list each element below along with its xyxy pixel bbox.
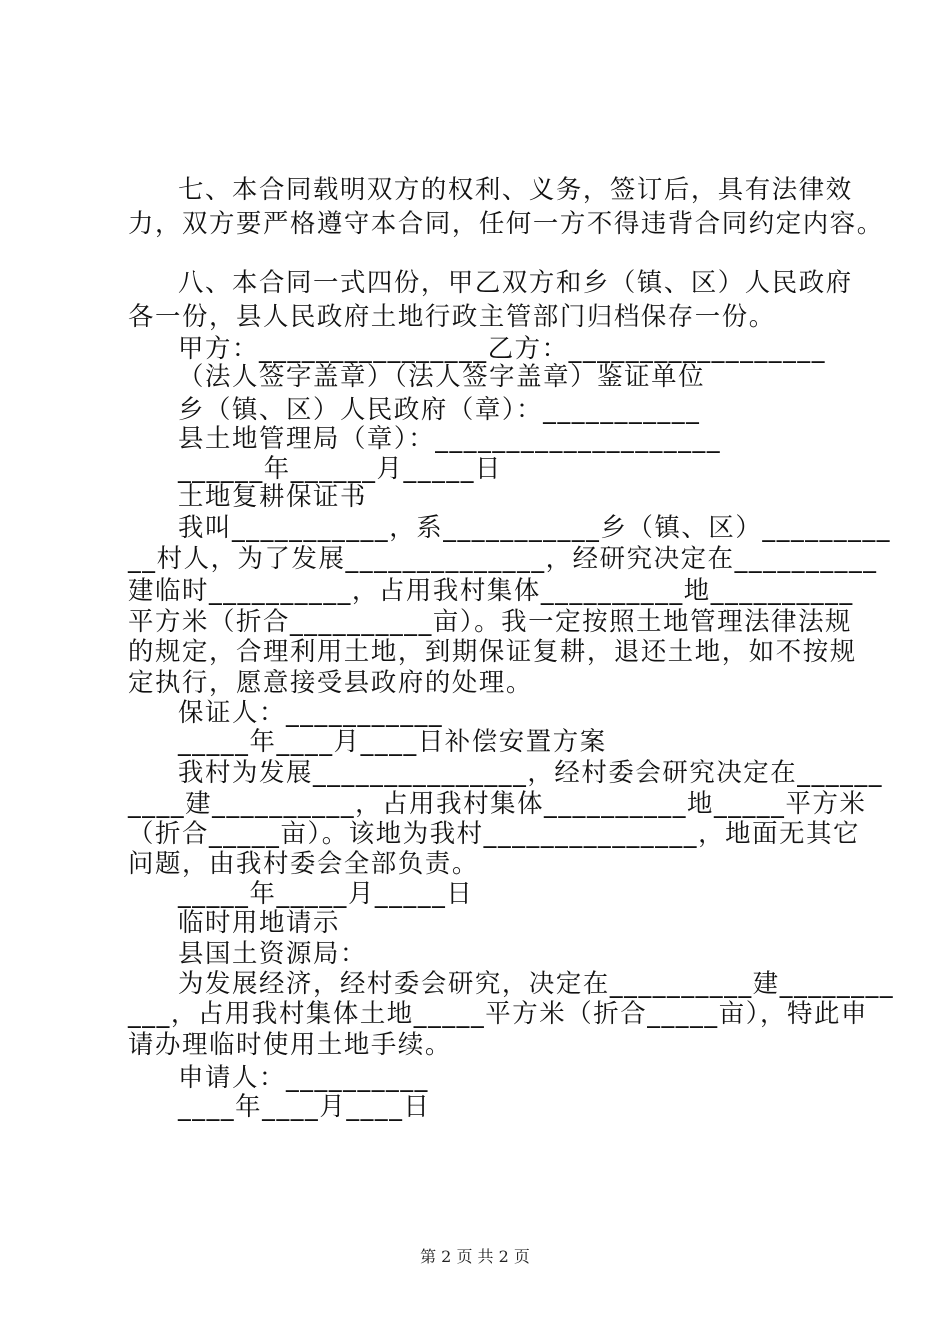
- date-line-1: ______年______月_____日: [178, 453, 502, 483]
- compensation-line-4: 问题，由我村委会全部负责。: [128, 848, 479, 878]
- compensation-line-1: 我村为发展_______________，经村委会研究决定在______: [178, 757, 884, 787]
- party-signature-line: 甲方：________________乙方：__________________: [178, 333, 826, 363]
- compensation-line-2: ____建__________，占用我村集体__________地_____平方米: [128, 788, 867, 818]
- request-line-2: ___，占用我村集体土地_____平方米（折合_____亩），特此申: [128, 998, 868, 1028]
- seal-note: （法人签字盖章）（法人签字盖章）鉴证单位: [178, 361, 706, 391]
- date-line-2-with-title: _____年____月____日补偿安置方案: [178, 726, 607, 756]
- clause-7-line-2: 力，双方要严格遵守本合同，任何一方不得违背合同约定内容。: [128, 208, 884, 238]
- section-title-request: 临时用地请示: [178, 907, 340, 937]
- section-title-guarantee: 土地复耕保证书: [178, 481, 367, 511]
- request-line-1: 为发展经济，经村委会研究，决定在__________建________: [178, 968, 895, 998]
- clause-8-line-2: 各一份，县人民政府土地行政主管部门归档保存一份。: [128, 301, 776, 331]
- date-line-4: ____年____月____日: [178, 1091, 431, 1121]
- request-line-3: 请办理临时使用土地手续。: [128, 1029, 452, 1059]
- township-seal-line: 乡（镇、区）人民政府（章）：___________: [178, 394, 701, 424]
- compensation-line-3: （折合_____亩）。该地为我村_______________，地面无其它: [128, 818, 861, 848]
- clause-8-line-1: 八、本合同一式四份，甲乙双方和乡（镇、区）人民政府: [178, 267, 853, 297]
- guarantee-line-4: 平方米（折合__________亩）。我一定按照土地管理法律法规: [128, 606, 853, 636]
- applicant-line: 申请人：__________: [178, 1062, 429, 1092]
- page-footer: 第 2 页 共 2 页: [420, 1247, 530, 1266]
- guarantee-line-6: 定执行，愿意接受县政府的处理。: [128, 667, 533, 697]
- date-line-3: _____年_____月_____日: [178, 878, 474, 908]
- guarantee-line-5: 的规定，合理利用土地，到期保证复耕，退还土地，如不按规: [128, 636, 857, 666]
- guarantee-line-2: __村人，为了发展______________，经研究决定在__________: [128, 543, 878, 573]
- request-addressee: 县国土资源局：: [178, 938, 367, 968]
- guarantee-line-3: 建临时__________，占用我村集体__________地__________: [128, 575, 854, 605]
- guarantor-line: 保证人：___________: [178, 697, 444, 727]
- land-bureau-seal-line: 县土地管理局（章）：____________________: [178, 423, 722, 453]
- clause-7-line-1: 七、本合同载明双方的权利、义务，签订后，具有法律效: [178, 174, 853, 204]
- guarantee-line-1: 我叫___________，系___________乡（镇、区）_________: [178, 512, 892, 542]
